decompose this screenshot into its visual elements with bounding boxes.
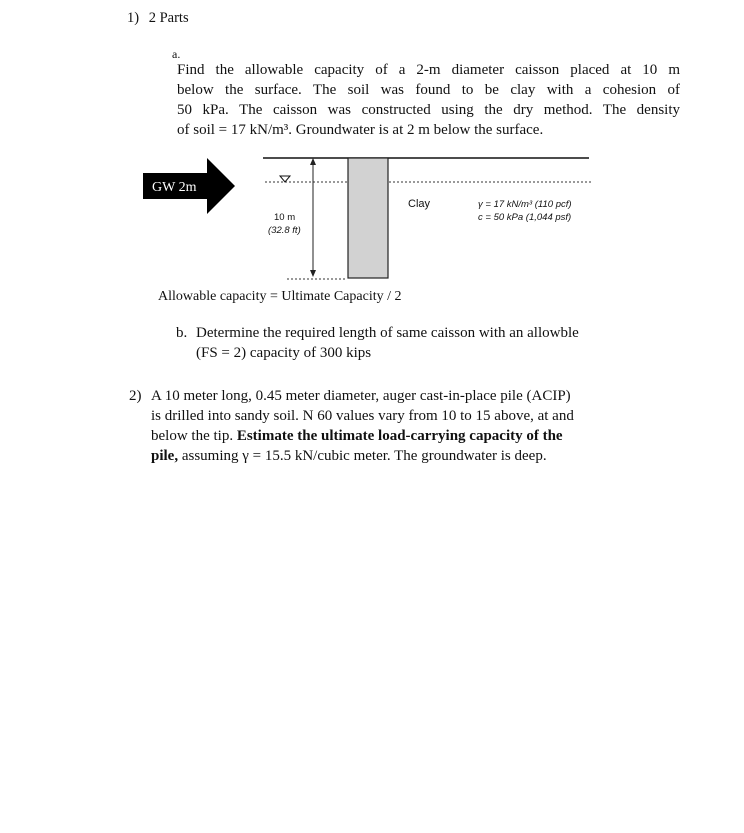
problem-title: 2 Parts (148, 10, 189, 26)
part-a-line: of soil = 17 kN/m³. Groundwater is at 2 m below the surface. (177, 122, 544, 138)
part-a-label: a. (172, 47, 181, 61)
part-a-line: below the surface. The soil was found to be clay with a cohesion of (177, 82, 680, 98)
problem-2-line: A 10 meter long, 0.45 meter diameter, auger cast-in-place pile (ACIP) (151, 388, 571, 404)
depth-label-imperial: (32.8 ft) (268, 225, 301, 236)
part-b-text (196, 323, 666, 363)
problem-2-text (151, 386, 661, 466)
gw-label: GW 2m (152, 180, 197, 195)
part-a-text (177, 60, 680, 140)
problem-2-text-bold: pile, (151, 448, 179, 464)
depth-arrow-top (310, 158, 316, 165)
part-b-line: Determine the required length of same caisson with an allowble (196, 325, 579, 341)
part-b-label: b. (176, 325, 188, 341)
problem-number: 1) (127, 10, 140, 26)
problem-2-line: is drilled into sandy soil. N 60 values vary from 10 to 15 above, at and (151, 408, 574, 424)
problem-2-text-normal: below the tip. (151, 428, 237, 444)
cohesion-label: c = 50 kPa (1,044 psf) (478, 212, 572, 223)
problem-2-line (151, 426, 661, 446)
caisson-shaft (348, 158, 388, 278)
part-a-line: 50 kPa. The caisson was constructed using the dry method. The density (177, 102, 680, 118)
depth-label: 10 m (274, 212, 296, 223)
problem-2-text-normal: assuming γ = 15.5 kN/cubic meter. The groundwater is deep. (178, 448, 547, 464)
soil-label: Clay (408, 198, 431, 210)
unit-weight-label: γ = 17 kN/m³ (110 pcf) (478, 199, 572, 210)
water-table-icon (280, 176, 290, 182)
problem-2-line (151, 446, 661, 466)
allowable-capacity-note: Allowable capacity = Ultimate Capacity / 2 (158, 289, 402, 304)
part-a-line: Find the allowable capacity of a 2-m diameter caisson placed at 10 m (177, 62, 680, 78)
part-b-line: (FS = 2) capacity of 300 kips (196, 345, 372, 361)
problem-1-header (127, 9, 189, 29)
problem-2-number: 2) (129, 388, 142, 404)
problem-2-text-bold: Estimate the ultimate load-carrying capacity of the (236, 428, 563, 444)
depth-arrow-bottom (310, 270, 316, 277)
